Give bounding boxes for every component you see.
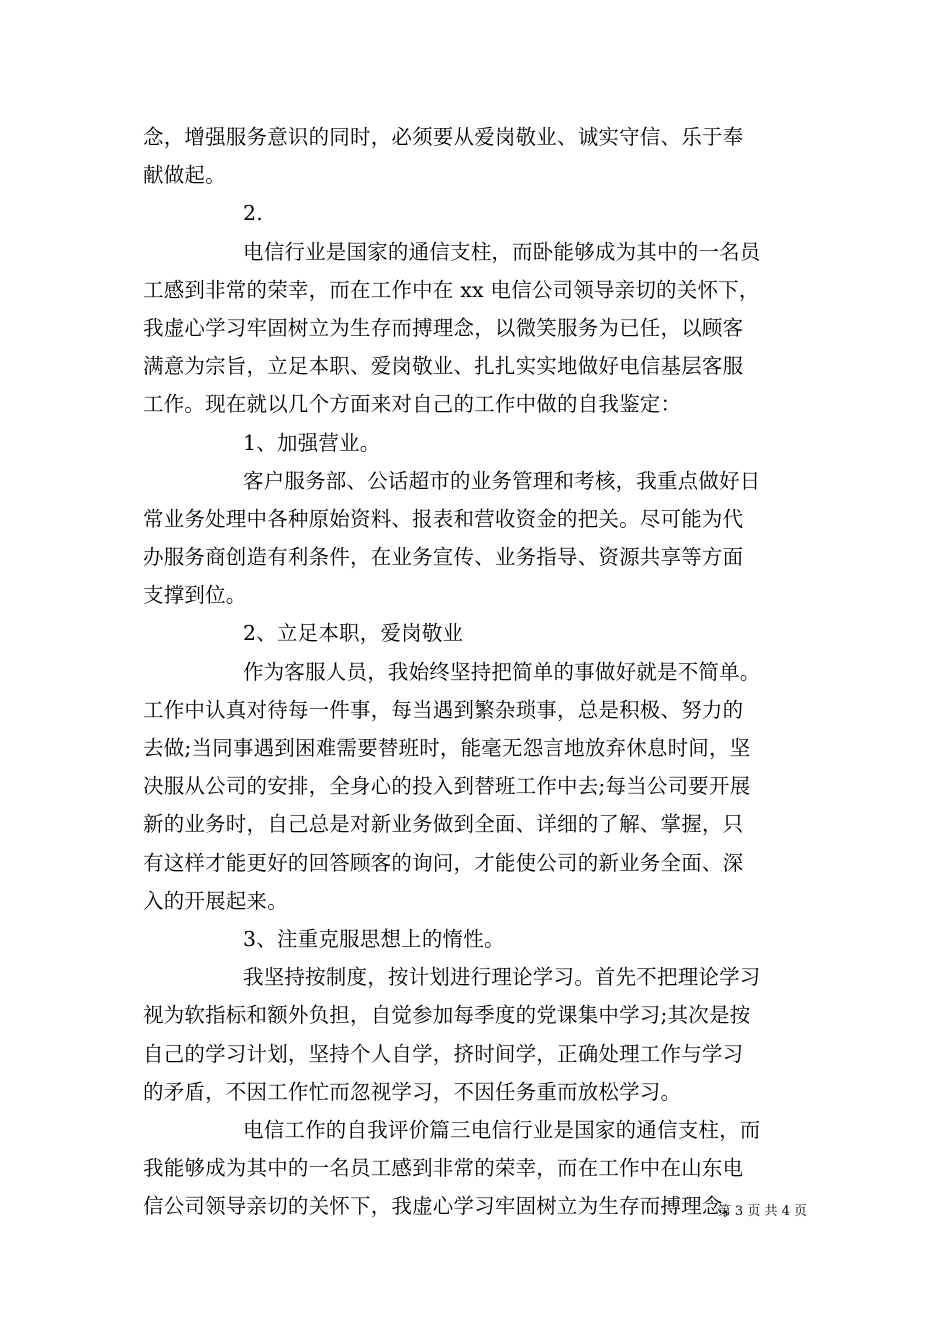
text-line: 办服务商创造有利条件，在业务宣传、业务指导、资源共享等方面 (143, 545, 744, 570)
text-line: 的矛盾，不因工作忙而忽视学习，不因任务重而放松学习。 (143, 1079, 682, 1104)
text-line: 电信行业是国家的通信支柱，而卧能够成为其中的一名员 (243, 239, 761, 264)
text-line: 入的开展起来。 (143, 888, 288, 913)
text-line: 我能够成为其中的一名员工感到非常的荣幸，而在工作中在山东电 (143, 1156, 744, 1181)
text-line: 新的业务时，自己总是对新业务做到全面、详细的了解、掌握，只 (143, 812, 744, 837)
text-line: 2、立足本职，爱岗敬业 (243, 621, 464, 646)
text-line: 决服从公司的安排，全身心的投入到替班工作中去;每当公司要开展 (143, 774, 751, 799)
text-line: 工感到非常的荣幸，而在工作中在 xx 电信公司领导亲切的关怀下， (143, 277, 760, 302)
text-line: 工作。现在就以几个方面来对自己的工作中做的自我鉴定： (143, 392, 682, 417)
page-number-footer: 第 3 页 共 4 页 (717, 1204, 807, 1219)
text-line: 3、注重克服思想上的惰性。 (243, 926, 505, 951)
document-body (143, 118, 807, 1225)
text-line: 1、加强营业。 (243, 430, 381, 455)
text-line: 视为软指标和额外负担，自觉参加每季度的党课集中学习;其次是按 (143, 1003, 751, 1028)
text-line: 念，增强服务意识的同时，必须要从爱岗敬业、诚实守信、乐于奉 (143, 125, 744, 149)
text-line: 常业务处理中各种原始资料、报表和营收资金的把关。尽可能为代 (143, 506, 744, 531)
text-line: 自己的学习计划，坚持个人自学，挤时间学，正确处理工作与学习 (143, 1041, 744, 1066)
text-line: 信公司领导亲切的关怀下，我虚心学习牢固树立为生存而搏理念， (143, 1194, 744, 1219)
text-line: 我坚持按制度，按计划进行理论学习。首先不把理论学习 (243, 965, 761, 990)
text-line: 去做;当同事遇到困难需要替班时，能毫无怨言地放弃休息时间，坚 (143, 736, 751, 760)
text-line: 满意为宗旨，立足本职、爱岗敬业、扎扎实实地做好电信基层客服 (143, 354, 744, 379)
text-line: 工作中认真对待每一件事，每当遇到繁杂琐事，总是积极、努力的 (143, 697, 744, 722)
text-line: 作为客服人员，我始终坚持把简单的事做好就是不简单。 (243, 659, 761, 684)
text-line: 支撑到位。 (143, 583, 247, 608)
text-line: 献做起。 (143, 163, 226, 188)
text-line: 我虚心学习牢固树立为生存而搏理念，以微笑服务为已任，以顾客 (143, 315, 744, 340)
text-line: 有这样才能更好的回答顾客的询问，才能使公司的新业务全面、深 (143, 850, 744, 875)
text-line: 电信工作的自我评价篇三电信行业是国家的通信支柱，而 (243, 1117, 761, 1142)
text-line: 客户服务部、公话超市的业务管理和考核，我重点做好日 (243, 468, 761, 493)
text-line: 2. (243, 201, 263, 226)
